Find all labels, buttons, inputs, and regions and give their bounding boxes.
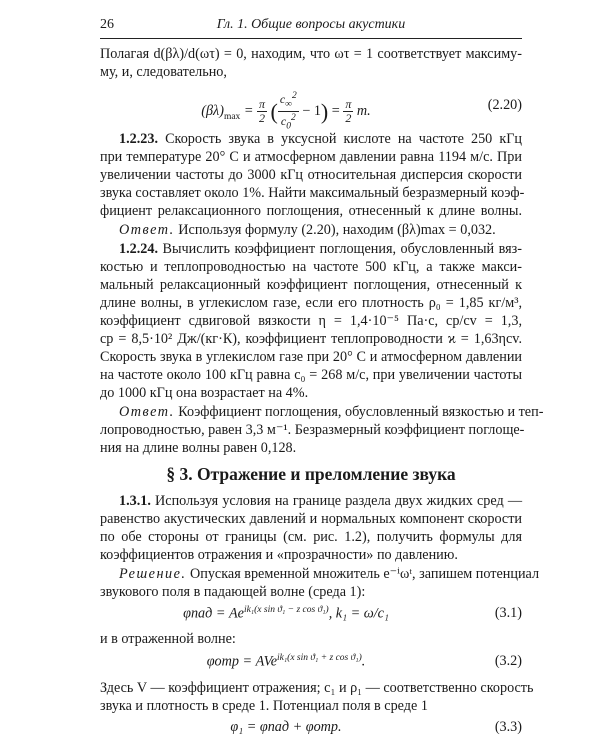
section-title: § 3. Отражение и преломление звука [166, 464, 456, 484]
problem-1-2-24-line-3: мальный релаксационный коэффициент поглощения, отнесенный к [100, 277, 522, 293]
problem-1-2-23-line-5: фициент релаксационного поглощения, отнесенный к длине волны. [100, 203, 522, 219]
problem-1-2-24-answer-line-1: Ответ. Коэффициент поглощения, обусловленный вязкостью и теп- [119, 404, 544, 420]
problem-1-2-23-line-3: увеличении частоты до 3000 кГц относительная дисперсия скорости [100, 167, 522, 183]
problem-1-2-23-line-2: при температуре 20° С и атмосферном давлении равна 1194 м/с. При [100, 149, 522, 165]
problem-1-2-23-line-4: звука составляет около 1%. Найти максимальный безразмерный коэф- [100, 185, 525, 201]
problem-1-2-24-line-9: до 1000 кГц она возрастает на 4%. [100, 385, 309, 401]
header-rule [100, 38, 522, 39]
problem-1-3-1-solution-line-2: звукового поля в падающей волне (среда 1): [100, 584, 366, 600]
problem-1-2-24-line-5: коэффициент сдвиговой вязкости η = 1,4·10⁻⁵ Па·с, cp/cv = 1,3, [100, 313, 522, 329]
equation-number: (3.3) [494, 719, 522, 735]
problem-1-2-24-answer-line-2: лопроводностью, равен 3,3 м⁻¹. Безразмерный коэффициент поглоще- [100, 422, 525, 438]
text-reflection-line-2: звука и плотность в среде 1. Потенциал поля в среде 1 [100, 698, 428, 714]
problem-1-2-24-line-8: на частоте около 100 кГц равна c₀ = 268 м/с, при увеличении частоты [100, 367, 522, 383]
equation-3-1: $\varphi пад = Ae^{ik_1(x sin ϑ_1 - z cos ϑ_1)}$, k₁ = ω/c₁ (3.1) [183, 605, 522, 622]
running-title: Гл. 1. Общие вопросы акустики [216, 17, 406, 32]
running-header [100, 15, 522, 37]
intro-line-1: Полагая d(βλ)/d(ωτ) = 0, находим, что ωτ = 1 соответствует максиму- [100, 46, 522, 62]
problem-1-3-1-line-3: по обе стороны от границы (см. рис. 1.2), получить формулы для [100, 529, 522, 545]
text-reflection-line-1: Здесь V — коэффициент отражения; c₁ и ρ₁ — соответственно скорость [100, 680, 534, 696]
problem-1-2-23-line-1: 1.2.23. Скорость звука в уксусной кислоте на частоте 250 кГц [119, 131, 523, 147]
page-number: 26 [100, 17, 114, 32]
text-reflected-wave: и в отраженной волне: [100, 631, 236, 647]
problem-1-2-24-line-1: 1.2.24. Вычислить коэффициент поглощения, обусловленный вяз- [119, 241, 522, 257]
problem-1-2-24-line-4: длине волны, в углекислом газе, если его плотность ρ₀ = 1,85 кг/м³, [100, 295, 522, 311]
equation-2-20: $(\beta\lambda)_{max}$ = $\frac{\pi}{2}$ ( $\frac{c_\infty^2}{c_0^2}$ − 1) = $\frac{\pi}{2}$ m. (2.20) [201, 91, 522, 132]
equation-3-3: φ₁ = φпад + φотр. (3.3) [230, 719, 522, 735]
equation-number: (3.1) [494, 605, 522, 621]
problem-1-3-1-solution-line-1: Решение. Опуская временной множитель e⁻ⁱωᵗ, запишем потенциал [119, 566, 540, 582]
equation-3-2: φотр = AVe$^{ik_1(x sin ϑ_1 + z cos ϑ_1)}$. (3.2) [206, 653, 522, 670]
problem-1-2-24-line-7: Скорость звука в углекислом газе при 20° С и атмосферном давлении [100, 349, 522, 365]
equation-number: (3.2) [494, 653, 522, 669]
problem-1-2-24-line-6: cp = 8,5·10² Дж/(кг·К), коэффициент теплопроводности ϰ = 1,63ηcv. [100, 331, 522, 347]
problem-1-2-23-answer: Ответ. Используя формулу (2.20), находим (βλ)max = 0,032. [119, 222, 496, 238]
equation-number: (2.20) [487, 97, 522, 113]
problem-1-2-24-answer-line-3: ния на длине волны равен 0,128. [100, 440, 297, 456]
problem-1-2-24-line-2: костью и теплопроводностью на частоте 500 кГц, а также макси- [100, 259, 522, 275]
problem-1-3-1-line-1: 1.3.1. Используя условия на границе раздела двух жидких сред — [119, 493, 523, 509]
problem-1-3-1-line-4: коэффициентов отражения и «прозрачности» по давлению. [100, 547, 458, 563]
problem-1-3-1-line-2: равенство акустических давлений и нормальных компонент скорости [100, 511, 522, 527]
intro-line-2: му, и, следовательно, [100, 64, 227, 80]
